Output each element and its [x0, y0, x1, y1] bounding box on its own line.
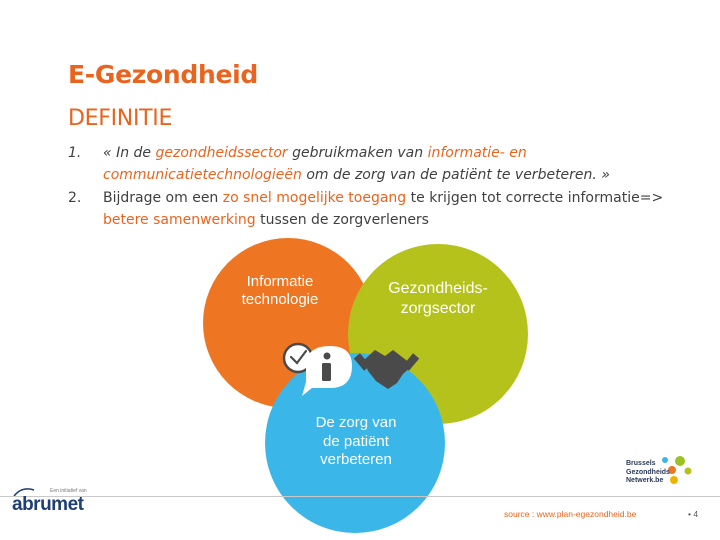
partner-logo [598, 450, 708, 492]
item-text: om de zorg van de patiënt te verbeteren. » [301, 167, 610, 183]
venn-label-line: de patiënt [323, 432, 389, 450]
item-highlight: informatie- en communicatietechnologieën [103, 145, 527, 183]
partner-line: Netwerk.be [626, 477, 664, 484]
item-highlight: zo snel mogelijke toegang [222, 190, 407, 206]
partner-line: Gezondheids [626, 468, 670, 476]
brand-logo [12, 488, 87, 516]
brand-tagline: Een initiatief van [50, 488, 87, 494]
list-number: 1. [68, 145, 82, 161]
partner-line: Brussels [626, 460, 656, 467]
venn-label-line: Informatie [246, 273, 314, 290]
page-number: • 4 [688, 509, 699, 519]
item-text: « In de [103, 145, 156, 161]
list-number: 2. [68, 190, 82, 206]
item-text: te krijgen tot correcte informatie=> [406, 190, 664, 206]
brand-name: abrumet [12, 494, 84, 515]
slide-title: E-Gezondheid [68, 60, 258, 89]
item-text: gebruikmaken van [287, 145, 428, 161]
footer-divider [0, 496, 720, 497]
page-number-value: 4 [693, 509, 699, 519]
item-text: Bijdrage om een [103, 190, 223, 206]
item-highlight: betere samenwerking [103, 212, 256, 228]
slide-subtitle: DEFINITIE [68, 106, 173, 131]
venn-label-line: De zorg van [315, 414, 397, 431]
venn-label-health [368, 279, 508, 319]
venn-label-care [296, 414, 416, 470]
item-highlight: gezondheidssector [155, 145, 288, 161]
venn-label-line: technologie [241, 291, 319, 308]
item-text: tussen de zorgverleners [255, 212, 429, 228]
venn-label-line: zorgsector [400, 300, 476, 317]
partner-name [626, 460, 670, 486]
venn-label-line: Gezondheids- [388, 280, 488, 297]
venn-label-line: verbeteren [320, 451, 392, 468]
source-link[interactable]: source : www.plan-egezondheid.be [504, 509, 637, 519]
venn-label-it [220, 273, 340, 309]
